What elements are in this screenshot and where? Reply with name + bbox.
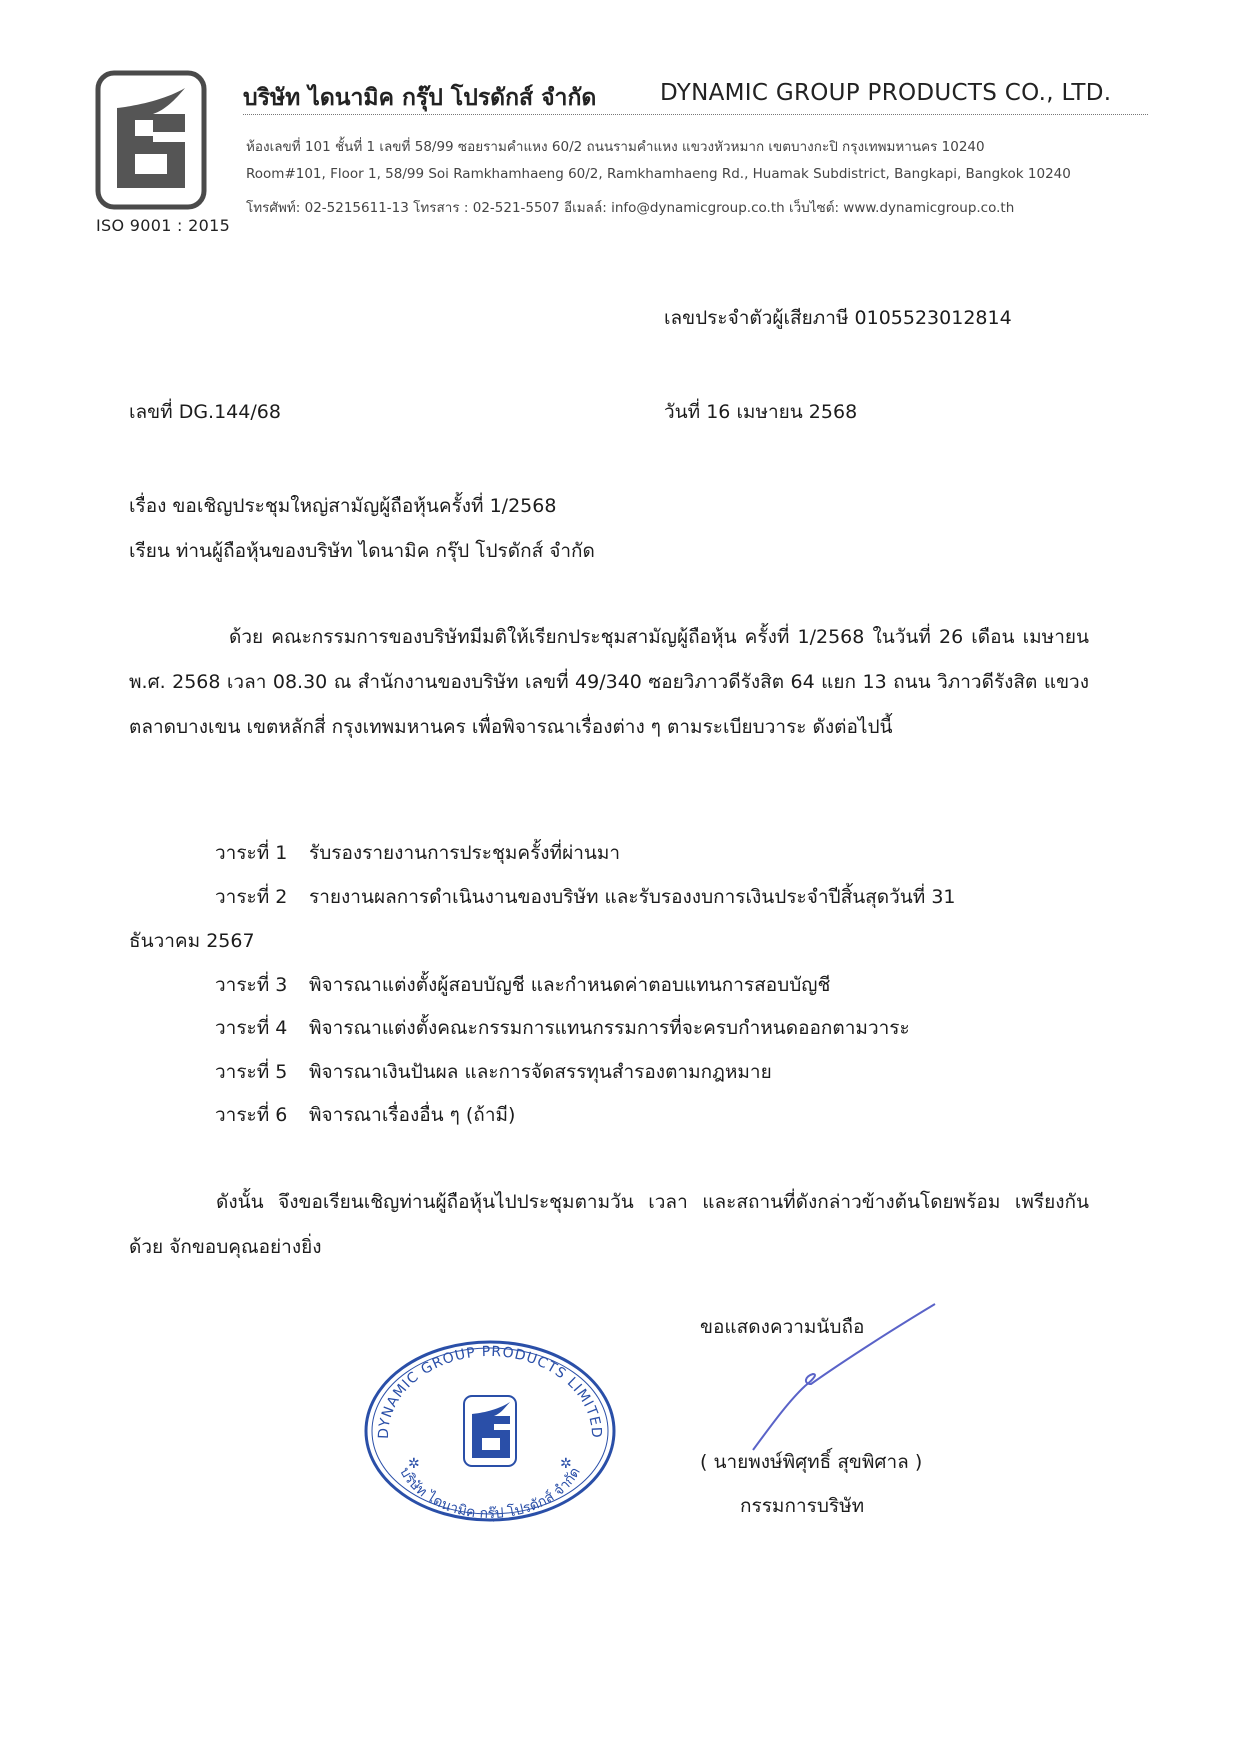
signer-position: กรรมการบริษัท (740, 1495, 865, 1517)
paragraph-closing: ดังนั้น จึงขอเรียนเชิญท่านผู้ถือหุ้นไปประชุมตามวัน เวลา และสถานที่ดังกล่าวข้างต้นโดยพร้อม เพรียงกันด้วย จักขอบคุณอย่างยิ่ง (129, 1191, 1089, 1258)
address-english: Room#101, Floor 1, 58/99 Soi Ramkhamhaeng 60/2, Ramkhamhaeng Rd., Huamak Subdistrict, Bangkapi, Bangkok 10240 (246, 166, 1071, 182)
paragraph-intro: ด้วย คณะกรรมการของบริษัทมีมติให้เรียกประชุมสามัญผู้ถือหุ้น ครั้งที่ 1/2568 ในวันที่ 26 เดือน เมษายน พ.ศ. 2568 เวลา 08.30 ณ สำนักงานของบริษัท เลขที่ 49/340 ซอยวิภาวดีรังสิต 64 แยก 13 ถนน วิภาวดีรังสิต แขวงตลาดบางเขน เขตหลักสี่ กรุงเทพมหานคร เพื่อพิจารณาเรื่องต่าง ๆ ตามระเบียบวาระ ดังต่อไปนี้ (129, 626, 1090, 738)
signature-icon (745, 1300, 945, 1460)
tax-id: เลขประจำตัวผู้เสียภาษี 0105523012814 (664, 307, 1012, 329)
agenda-label: วาระที่ 1 (215, 842, 288, 864)
contact-info: โทรศัพท์: 02-5215611-13 โทรสาร : 02-521-5507 อีเมลล์: info@dynamicgroup.co.th เว็บไซต์: www.dynamicgroup.co.th (246, 200, 1015, 216)
agenda-text: พิจารณาแต่งตั้งผู้สอบบัญชี และกำหนดค่าตอบแทนการสอบบัญชี (309, 974, 831, 996)
header-divider (243, 114, 1148, 115)
agenda-text: รับรองรายงานการประชุมครั้งที่ผ่านมา (309, 842, 621, 864)
agenda-item (215, 1057, 772, 1087)
svg-text:✲: ✲ (560, 1456, 572, 1472)
agenda-label: วาระที่ 2 (215, 886, 288, 908)
agenda-item (215, 1013, 910, 1043)
agenda-label: วาระที่ 3 (215, 974, 288, 996)
agenda-text: พิจารณาแต่งตั้งคณะกรรมการแทนกรรมการที่จะครบกำหนดออกตามวาระ (309, 1017, 910, 1039)
document-date: วันที่ 16 เมษายน 2568 (664, 401, 858, 423)
agenda-label: วาระที่ 4 (215, 1017, 288, 1039)
agenda-text: พิจารณาเงินปันผล และการจัดสรรทุนสำรองตามกฎหมาย (309, 1061, 772, 1083)
company-name-english: DYNAMIC GROUP PRODUCTS CO., LTD. (660, 80, 1112, 106)
company-name-thai: บริษัท ไดนามิค กรุ๊ป โปรดักส์ จำกัด (243, 85, 597, 111)
agenda-text: รายงานผลการดำเนินงานของบริษัท และรับรองงบการเงินประจำปีสิ้นสุดวันที่ 31 (309, 886, 956, 908)
svg-text:✲: ✲ (408, 1456, 420, 1472)
salutation: เรียน ท่านผู้ถือหุ้นของบริษัท ไดนามิค กรุ๊ป โปรดักส์ จำกัด (129, 540, 595, 562)
agenda-item (215, 1100, 515, 1130)
closing-phrase: ขอแสดงความนับถือ (700, 1316, 865, 1338)
subject-line: เรื่อง ขอเชิญประชุมใหญ่สามัญผู้ถือหุ้นครั้งที่ 1/2568 (129, 495, 557, 517)
agenda-text: พิจารณาเรื่องอื่น ๆ (ถ้ามี) (309, 1104, 516, 1126)
agenda-label: วาระที่ 6 (215, 1104, 288, 1126)
signer-name: ( นายพงษ์พิศุทธิ์ สุขพิศาล ) (700, 1451, 923, 1473)
agenda-item (215, 882, 956, 912)
company-logo-icon (95, 70, 207, 210)
agenda-item (215, 838, 620, 868)
agenda-item (215, 970, 830, 1000)
svg-text:DYNAMIC GROUP PRODUCTS LIMITED: DYNAMIC GROUP PRODUCTS LIMITED (375, 1343, 605, 1440)
stamp-logo-icon (360, 1336, 620, 1526)
address-thai: ห้องเลขที่ 101 ชั้นที่ 1 เลขที่ 58/99 ซอยรามคำแหง 60/2 ถนนรามคำแหง แขวงหัวหมาก เขตบางกะปิ กรุงเทพมหานคร 10240 (246, 139, 985, 155)
agenda-item-continuation: ธันวาคม 2567 (129, 930, 255, 952)
agenda-label: วาระที่ 5 (215, 1061, 288, 1083)
svg-text:บริษัท ไดนามิค กรุ๊ป โปรดักส์: บริษัท ไดนามิค กรุ๊ป โปรดักส์ จำกัด (396, 1464, 584, 1523)
document-number: เลขที่ DG.144/68 (129, 401, 281, 423)
iso-certification: ISO 9001 : 2015 (96, 216, 231, 235)
